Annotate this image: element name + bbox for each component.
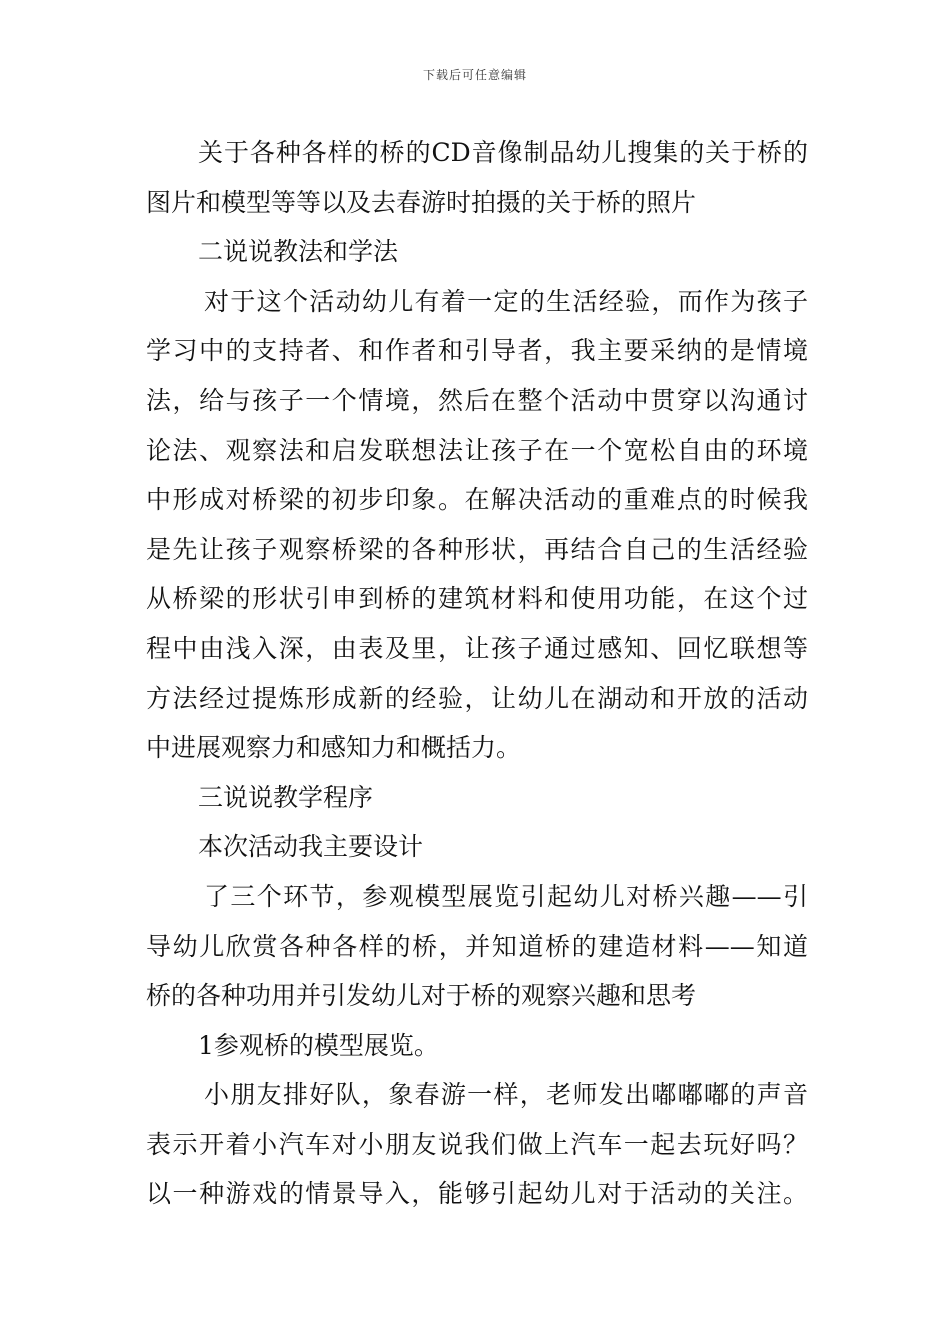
text-line: 程中由浅入深，由表及里，让孩子通过感知、回忆联想等 <box>146 633 808 663</box>
text-line: 三说说教学程序 <box>198 782 374 812</box>
text-line: 论法、观察法和启发联想法让孩子在一个宽松自由的环境 <box>146 435 808 465</box>
text-line: 本次活动我主要设计 <box>198 832 424 862</box>
text-line: 1参观桥的模型展览。 <box>198 1030 439 1060</box>
text-line: 是先让孩子观察桥梁的各种形状，再结合自己的生活经验 <box>146 534 808 564</box>
document-body <box>146 128 808 1219</box>
text-line: 中进展观察力和感知力和概括力。 <box>146 733 522 763</box>
text-line: 了三个环节，参观模型展览引起幼儿对桥兴趣——引 <box>204 881 808 911</box>
text-line: 图片和模型等等以及去春游时拍摄的关于桥的照片 <box>146 187 697 217</box>
text-line: 桥的各种功用并引发幼儿对于桥的观察兴趣和思考 <box>146 981 697 1011</box>
text-line: 二说说教法和学法 <box>198 237 399 267</box>
text-line: 关于各种各样的桥的CD音像制品幼儿搜集的关于桥的 <box>198 138 808 167</box>
page-header: 下载后可任意编辑 <box>422 68 527 82</box>
text-line: 学习中的支持者、和作者和引导者，我主要采纳的是情境 <box>146 336 808 366</box>
text-line: 小朋友排好队，象春游一样，老师发出嘟嘟嘟的声音 <box>204 1080 808 1110</box>
text-line: 以一种游戏的情景导入，能够引起幼儿对于活动的关注。 <box>146 1179 808 1209</box>
text-line: 导幼儿欣赏各种各样的桥，并知道桥的建造材料——知道 <box>146 931 808 961</box>
text-line: 法，给与孩子一个情境，然后在整个活动中贯穿以沟通讨 <box>146 385 808 415</box>
text-line: 表示开着小汽车对小朋友说我们做上汽车一起去玩好吗？ <box>146 1129 808 1159</box>
text-line: 中形成对桥梁的初步印象。在解决活动的重难点的时候我 <box>146 485 808 515</box>
text-line: 方法经过提炼形成新的经验，让幼儿在湖动和开放的活动 <box>146 683 808 713</box>
text-line: 对于这个活动幼儿有着一定的生活经验，而作为孩子 <box>204 286 808 316</box>
text-line: 从桥梁的形状引申到桥的建筑材料和使用功能，在这个过 <box>146 584 808 614</box>
